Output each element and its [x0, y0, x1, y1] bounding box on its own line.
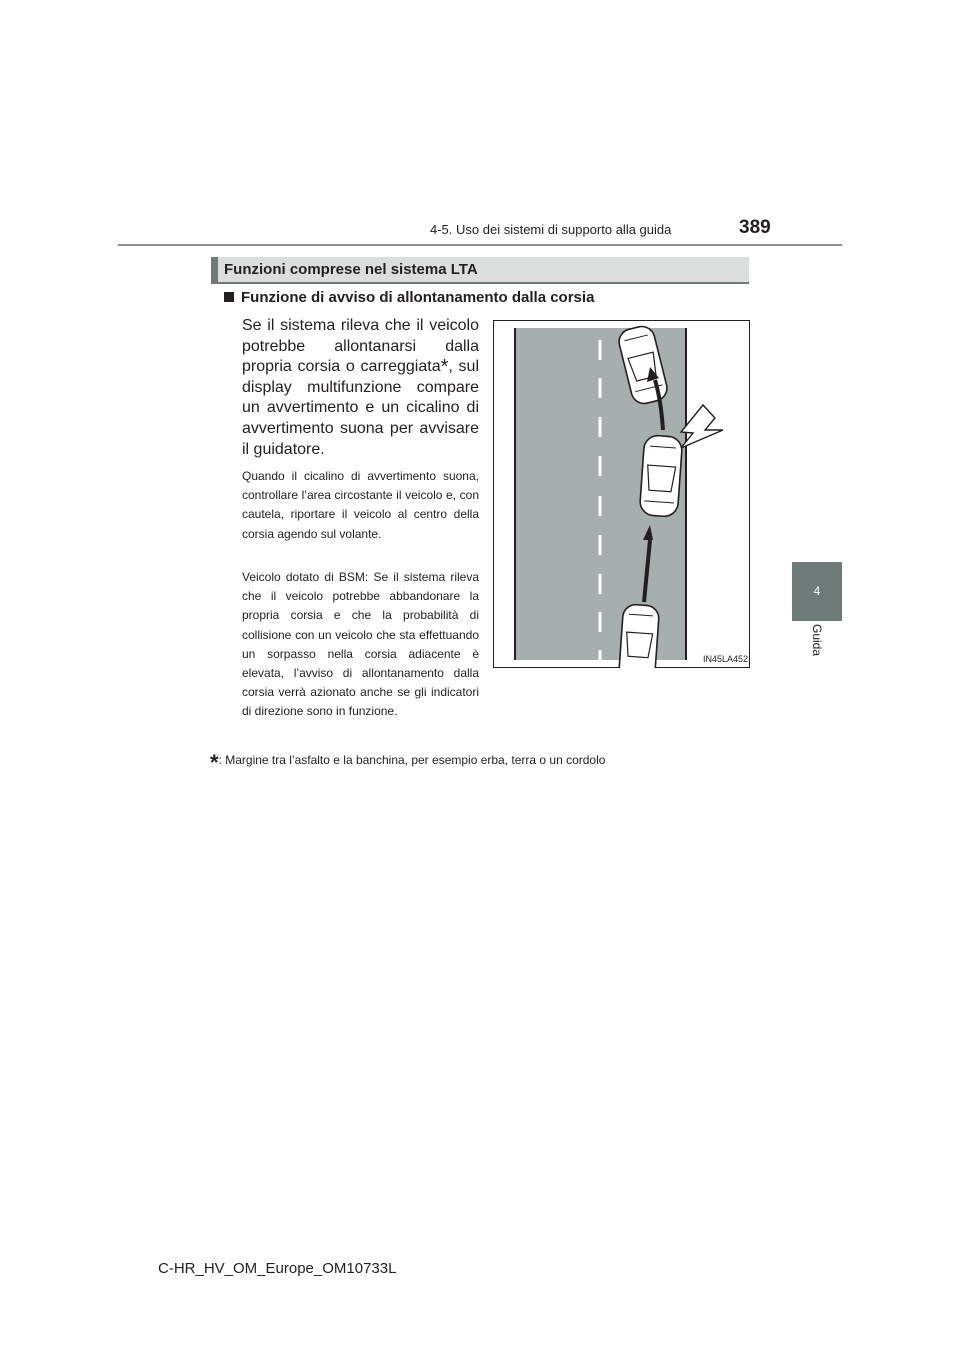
subsection-title: Funzione di avviso di allontanamento dalla corsia: [241, 289, 595, 306]
car-icon: [618, 604, 659, 668]
header-divider: [118, 244, 842, 246]
chapter-tab[interactable]: [792, 562, 842, 621]
figure-code: IN45LA452: [703, 654, 749, 664]
subsection-body: [242, 316, 479, 460]
document-code: C-HR_HV_OM_Europe_OM10733L: [158, 1260, 397, 1277]
car-icon: [639, 435, 682, 517]
section-heading-underline: [211, 282, 749, 284]
lane-departure-illustration: [493, 320, 750, 668]
lane-departure-figure: [493, 320, 750, 668]
section-heading-marker: [211, 257, 218, 282]
footnote-text: : Margine tra l’asfalto e la banchina, per esempio erba, terra o un cordolo: [218, 753, 606, 767]
chapter-label: Guida: [810, 624, 824, 657]
square-bullet-icon: [224, 292, 234, 302]
footnote-star-ref: *: [440, 356, 449, 379]
chapter-number: 4: [813, 584, 821, 598]
body-text-pre: Se il sistema rileva che il veicolo potrebbe allontanarsi dalla propria corsia o carreggiata: [242, 317, 479, 376]
footnote: [210, 744, 606, 775]
bsm-note-paragraph: Veicolo dotato di BSM: Se il sistema rileva che il veicolo potrebbe abbandonare la propria corsia e che la probabilità di collisione con un veicolo che sta effettuando un sorpasso nella corsia adiacente è elevata, l’avviso di allontanamento dalla corsia verrà azionato anche se gli indicatori di direzione sono in funzione.: [242, 570, 479, 719]
footnote-star: *: [210, 750, 219, 775]
body-text-post: , sul display multifunzione compare un avvertimento e un cicalino di avvertimento suona per avvisare il guidatore.: [242, 358, 480, 458]
note-paragraph: Quando il cicalino di avvertimento suona, controllare l’area circostante il veicolo e, con cautela, riportare il veicolo al centro della corsia agendo sul volante.: [242, 469, 479, 541]
header-section-title: 4-5. Uso dei sistemi di supporto alla guida: [430, 222, 672, 237]
section-title: Funzioni comprese nel sistema LTA: [224, 261, 478, 278]
page-number: 389: [739, 217, 771, 238]
chapter-tab-label: [790, 624, 844, 657]
